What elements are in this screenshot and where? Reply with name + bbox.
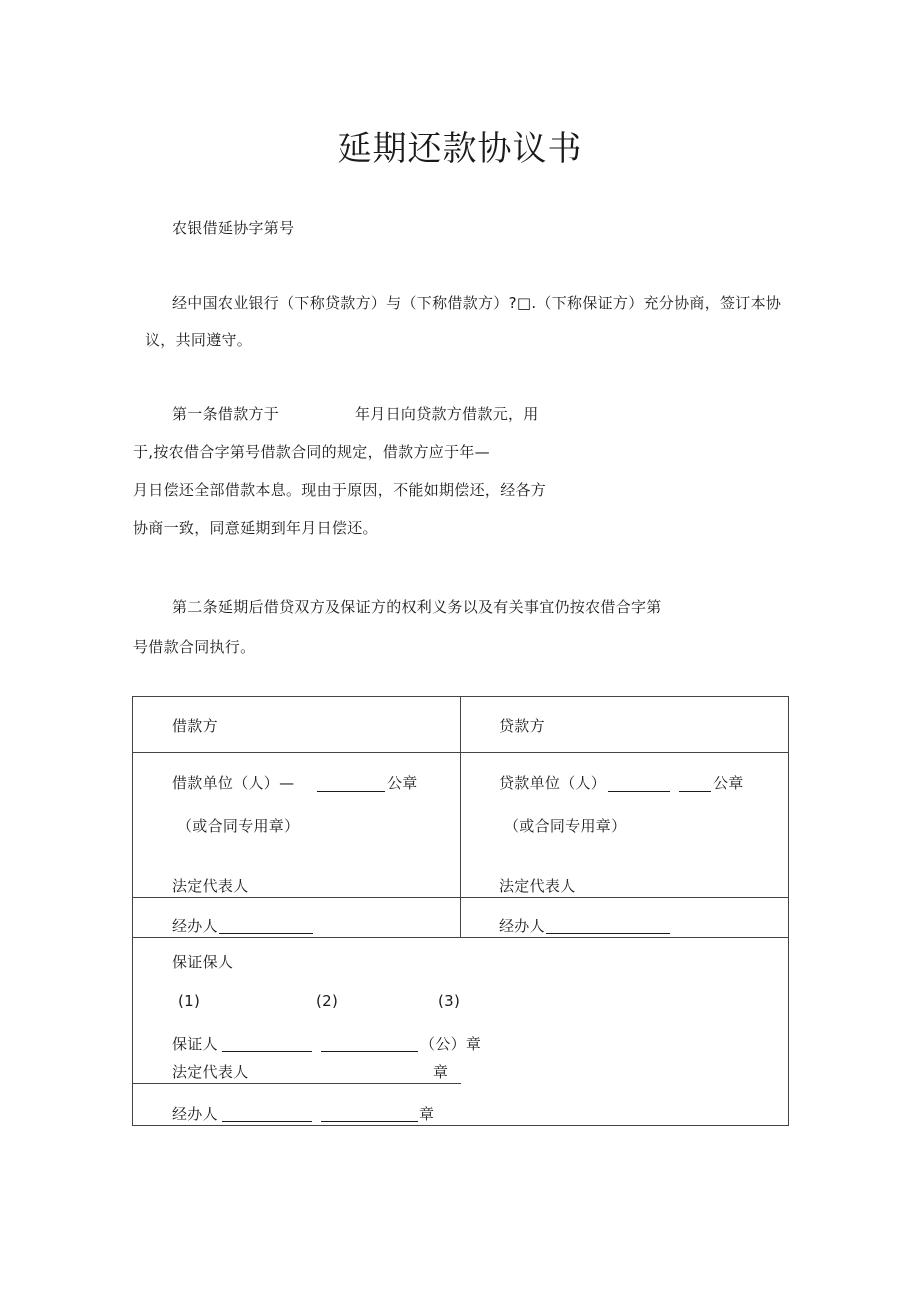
guarantor-header: 保证保人: [172, 953, 234, 971]
guarantor-blank-2[interactable]: [321, 1051, 418, 1052]
article1-line-4: 协商一致，同意延期到年月日偿还。: [133, 519, 378, 537]
borrower-seal: 公章: [387, 774, 418, 792]
lender-handler: 经办人: [499, 917, 545, 935]
table-divider-vertical: [460, 696, 461, 937]
lender-seal: 公章: [713, 774, 744, 792]
article2-line-2: 号借款合同执行。: [133, 638, 256, 656]
guarantor-number-3: (3): [438, 992, 461, 1010]
table-border-bottom: [132, 1125, 789, 1126]
table-border-left: [132, 696, 133, 1126]
article1-line-1a: 第一条借款方于: [172, 405, 280, 423]
article1-line-2: 于,按农借合字第号借款合同的规定，借款方应于年—: [133, 443, 490, 461]
lender-legal-rep: 法定代表人: [499, 877, 576, 895]
lender-handler-blank[interactable]: [546, 933, 670, 934]
lender-header: 贷款方: [499, 717, 545, 735]
reference-number: 农银借延协字第号: [172, 219, 295, 237]
table-border-right: [788, 696, 789, 1126]
guarantor-handler-seal: 章: [419, 1105, 435, 1123]
guarantor-handler-blank-1[interactable]: [222, 1121, 312, 1122]
table-rule-guarantor-handler: [132, 1083, 461, 1084]
document-title: 延期还款协议书: [337, 129, 583, 169]
article1-line-1b: 年月日向贷款方借款元，用: [355, 405, 539, 423]
guarantor-number-1: (1): [178, 992, 201, 1010]
borrower-unit-label: 借款单位（人）—: [172, 774, 295, 792]
article2-line-1: 第二条延期后借贷双方及保证方的权利义务以及有关事宜仍按农借合字第: [172, 598, 662, 616]
lender-unit-label: 贷款单位（人）: [499, 774, 607, 792]
guarantor-blank-1[interactable]: [222, 1051, 312, 1052]
lender-unit-blank-2[interactable]: [679, 791, 711, 792]
table-rule-guarantor: [132, 937, 789, 938]
intro-line-1: 经中国农业银行（下称贷款方）与（下称借款方）?□.（下称保证方）充分协商，签订本协: [172, 294, 782, 312]
borrower-handler-blank[interactable]: [219, 933, 313, 934]
borrower-handler: 经办人: [172, 917, 218, 935]
table-rule-handler: [132, 897, 789, 898]
borrower-legal-rep: 法定代表人: [172, 877, 249, 895]
lender-unit-blank-1[interactable]: [608, 791, 670, 792]
borrower-header: 借款方: [172, 717, 218, 735]
guarantor-label: 保证人: [172, 1035, 218, 1053]
table-rule-header: [132, 752, 789, 753]
borrower-unit-blank[interactable]: [317, 791, 385, 792]
guarantor-legal-rep: 法定代表人: [172, 1063, 249, 1081]
guarantor-seal: （公）章: [420, 1035, 482, 1053]
guarantor-legal-rep-seal: 章: [433, 1063, 449, 1081]
guarantor-number-2: (2): [316, 992, 339, 1010]
borrower-contract-seal: （或合同专用章）: [177, 817, 300, 835]
guarantor-handler: 经办人: [172, 1105, 218, 1123]
lender-contract-seal: （或合同专用章）: [504, 817, 627, 835]
article1-line-3: 月日偿还全部借款本息。现由于原因，不能如期偿还，经各方: [133, 481, 547, 499]
intro-line-2: 议，共同遵守。: [145, 331, 253, 349]
guarantor-handler-blank-2[interactable]: [321, 1121, 418, 1122]
